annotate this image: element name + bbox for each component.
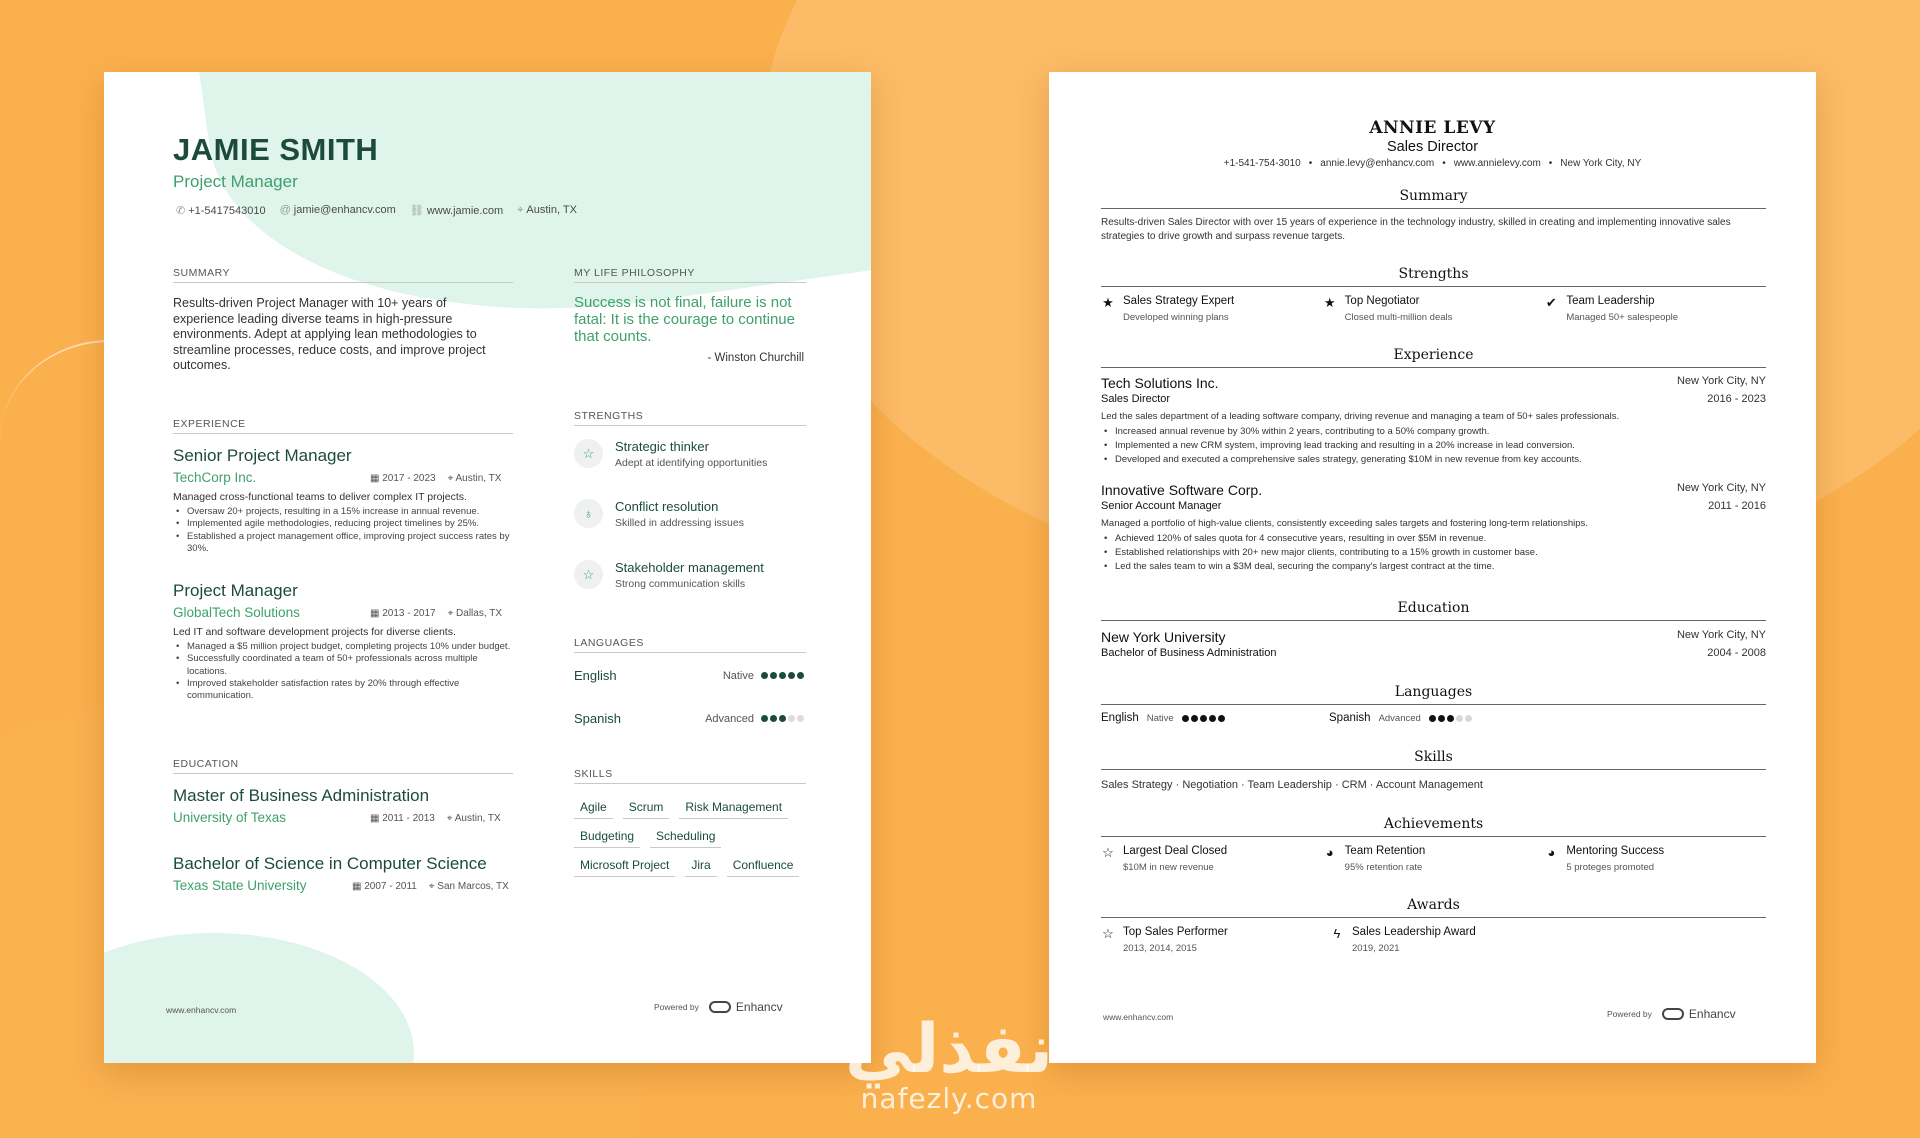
awards-list xyxy=(1101,926,1766,954)
location-icon: ⌖ xyxy=(447,473,456,484)
contact-website: www.annielevy.com xyxy=(1453,158,1541,169)
resume-name: JAMIE SMITH xyxy=(173,132,379,167)
strength-desc: Skilled in addressing issues xyxy=(615,517,744,529)
section-heading-summary: Summary xyxy=(1101,188,1766,209)
rating-dot xyxy=(779,672,786,679)
footer-powered: Powered by Enhancv xyxy=(1607,1007,1736,1021)
section-heading-education: Education xyxy=(1101,600,1766,621)
strength-item xyxy=(574,499,744,529)
contact-location: ⌖ Austin, TX xyxy=(517,204,577,216)
rating-dot xyxy=(1200,715,1207,722)
award-item: ϟ Sales Leadership Award 2019, 2021 xyxy=(1330,926,1559,954)
enhancv-logo-icon xyxy=(1662,1008,1684,1020)
job-company: Innovative Software Corp. xyxy=(1101,482,1263,498)
contact-website: ⛓ www.jamie.com xyxy=(409,205,504,217)
education-entry xyxy=(1101,629,1766,659)
list-item: • Established relationships with 20+ new major clients, contributing to a 15% growth in customer base. xyxy=(1101,546,1766,560)
language-level: Native xyxy=(1146,712,1174,724)
education-meta: ▦ 2011 - 2013 ⌖ Austin, TX xyxy=(370,813,501,824)
rating-dot xyxy=(1182,715,1189,722)
job-title: Project Manager xyxy=(173,581,298,600)
language-level: Advanced xyxy=(1378,712,1421,724)
phone-icon: ✆ xyxy=(176,205,186,217)
job-bullets xyxy=(1101,532,1766,574)
achievement-item: ☆ Largest Deal Closed $10M in new revenue xyxy=(1102,845,1228,873)
star-icon: ☆ xyxy=(574,439,603,468)
list-item: • Oversaw 20+ projects, resulting in a 15% increase in annual revenue. xyxy=(173,506,513,518)
footer-url: www.enhancv.com xyxy=(166,1005,237,1015)
job-description: Managed a portfolio of high-value clients, consistently exceeding sales targets and fostering long-term relationships. xyxy=(1101,518,1588,529)
calendar-icon: ▦ xyxy=(370,473,383,484)
contact-row xyxy=(176,204,577,217)
list-item: • Established a project management office, improving project success rates by 30%. xyxy=(173,531,513,556)
list-item: • Successfully coordinated a team of 50+ professionals across multiple locations. xyxy=(173,653,513,678)
list-item: • Developed and executed a comprehensive sales strategy, generating $10M in new revenue from key accounts. xyxy=(1101,453,1766,467)
strengths-list xyxy=(1101,295,1766,323)
rating-dots xyxy=(1429,715,1472,722)
rating-dot xyxy=(788,672,795,679)
rating-dot xyxy=(1456,715,1463,722)
language-name: English xyxy=(1101,712,1139,724)
section-heading-languages: Languages xyxy=(1101,684,1766,705)
contact-email: annie.levy@enhancv.com xyxy=(1320,158,1435,169)
star-outline-icon: ☆ xyxy=(1102,845,1114,860)
summary-text: Results-driven Sales Director with over 15 years of experience in the technology industry, skilled in creating and implementing innovative sales strategies to drive growth and surpass revenue targets. xyxy=(1101,217,1731,242)
contact-phone: ✆ +1-5417543010 xyxy=(176,205,266,217)
list-item: • Increased annual revenue by 30% within 2 years, contributing to a 50% company growth. xyxy=(1101,425,1766,439)
brand-name: Enhancv xyxy=(735,1000,783,1014)
job-company: Tech Solutions Inc. xyxy=(1101,375,1219,391)
job-role: Senior Account Manager xyxy=(1101,500,1222,512)
at-icon: @ xyxy=(279,204,291,216)
achievement-item: ◕ Mentoring Success 5 proteges promoted xyxy=(1544,845,1766,873)
calendar-icon: ▦ xyxy=(352,881,365,892)
list-item: • Implemented a new CRM system, improving lead tracking and resulting in a 20% increase in lead conversion. xyxy=(1101,439,1766,453)
language-item xyxy=(574,711,804,726)
job-role: Sales Director xyxy=(1101,393,1171,405)
star-outline-icon: ☆ xyxy=(1102,926,1114,941)
job-dates: 2016 - 2023 xyxy=(1707,393,1766,405)
school-name: New York University xyxy=(1101,629,1226,645)
decorative-wave xyxy=(104,933,414,1063)
section-heading-languages: LANGUAGES xyxy=(574,637,806,653)
strength-item: ✔ Team Leadership Managed 50+ salespeople xyxy=(1545,295,1679,323)
rating-dot xyxy=(779,715,786,722)
check-icon: ✔ xyxy=(1545,295,1557,310)
achievements-list xyxy=(1101,845,1766,873)
job-bullets xyxy=(173,506,513,555)
rating-dot xyxy=(770,715,777,722)
strength-title: Conflict resolution xyxy=(615,499,719,514)
skill-tag: Jira xyxy=(685,858,716,877)
contact-row: +1-541-754-3010 • annie.levy@enhancv.com • www.annielevy.com • New York City, NY xyxy=(1223,158,1642,169)
skill-tag: Scheduling xyxy=(650,829,721,848)
award-item: ☆ Top Sales Performer 2013, 2014, 2015 xyxy=(1102,926,1228,954)
philosophy-quote: Success is not final, failure is not fatal: It is the courage to continue that counts. xyxy=(574,294,795,345)
watermark-arabic: نفذلي xyxy=(845,1010,1054,1089)
location-icon: ⌖ xyxy=(517,204,524,216)
job-bullets xyxy=(173,641,513,702)
award-icon: ♁ xyxy=(574,499,603,528)
job-title: Senior Project Manager xyxy=(173,446,352,465)
language-item xyxy=(1329,712,1472,724)
resume-template-jamie-smith[interactable] xyxy=(104,72,871,1063)
calendar-icon: ▦ xyxy=(370,813,383,824)
enhancv-logo-icon xyxy=(709,1001,731,1013)
education-dates: 2004 - 2008 xyxy=(1707,647,1766,659)
strength-desc: Strong communication skills xyxy=(615,578,746,590)
skill-tag: Microsoft Project xyxy=(574,858,675,877)
list-item: • Achieved 120% of sales quota for 4 consecutive years, resulting in over $5M in revenue. xyxy=(1101,532,1766,546)
section-heading-strengths: Strengths xyxy=(1101,266,1766,287)
section-heading-skills: SKILLS xyxy=(574,768,806,784)
list-item: • Improved stakeholder satisfaction rates by 20% through effective communication. xyxy=(173,678,513,703)
nafezly-watermark xyxy=(845,1010,1054,1115)
rating-dot xyxy=(770,672,777,679)
rating-dot xyxy=(797,715,804,722)
language-item xyxy=(1101,712,1225,724)
star-icon: ☆ xyxy=(574,560,603,589)
language-level: Native xyxy=(722,669,754,682)
section-heading-philosophy: MY LIFE PHILOSOPHY xyxy=(574,267,806,283)
skill-tag: Risk Management xyxy=(679,800,788,819)
quote-author: - Winston Churchill xyxy=(707,352,804,364)
achievement-item: ◕ Team Retention 95% retention rate xyxy=(1323,845,1545,873)
rating-dot xyxy=(761,715,768,722)
rating-dots xyxy=(1182,715,1225,722)
brand-name: Enhancv xyxy=(1688,1007,1736,1021)
star-filled-icon: ★ xyxy=(1323,295,1336,310)
resume-template-annie-levy[interactable] xyxy=(1049,72,1816,1063)
contact-location: New York City, NY xyxy=(1560,158,1642,169)
resume-title: Project Manager xyxy=(173,172,298,191)
rating-dot xyxy=(1429,715,1436,722)
school-name: Texas State University xyxy=(173,878,307,893)
skill-tag: Agile xyxy=(574,800,613,819)
footer-url: www.enhancv.com xyxy=(1103,1012,1174,1022)
location-icon: ⌖ xyxy=(428,881,438,892)
section-heading-awards: Awards xyxy=(1101,897,1766,918)
rating-dots xyxy=(761,715,804,722)
location-icon: ⌖ xyxy=(447,608,457,619)
calendar-icon: ▦ xyxy=(370,608,383,619)
list-item: • Implemented agile methodologies, reducing project timelines by 25%. xyxy=(173,518,513,530)
skills-line: Sales Strategy · Negotiation · Team Leadership · CRM · Account Management xyxy=(1101,779,1483,791)
job-company: GlobalTech Solutions xyxy=(173,605,300,620)
job-dates: 2011 - 2016 xyxy=(1708,500,1766,512)
degree-title: Master of Business Administration xyxy=(173,786,430,805)
summary-text: Results-driven Project Manager with 10+ years of experience leading diverse teams in high-pressure environments. Adept at applying lean methodologies to streamline processes, reduce costs, and improve project outcomes. xyxy=(173,296,486,373)
language-item xyxy=(574,668,804,683)
star-filled-icon: ★ xyxy=(1102,295,1114,310)
strength-item xyxy=(574,560,764,590)
job-meta: ▦ 2013 - 2017 ⌖ Dallas, TX xyxy=(370,608,502,619)
footer-powered: Powered by Enhancv xyxy=(654,1000,783,1014)
brain-icon: ◕ xyxy=(1547,845,1556,860)
education-meta: ▦ 2007 - 2011 ⌖ San Marcos, TX xyxy=(352,881,509,892)
rating-dot xyxy=(788,715,795,722)
resume-name: ANNIE LEVY xyxy=(1369,118,1496,138)
degree-title: Bachelor of Business Administration xyxy=(1101,647,1277,659)
rating-dot xyxy=(1218,715,1225,722)
list-item: • Led the sales team to win a $3M deal, securing the company's largest contract at the time. xyxy=(1101,560,1766,574)
section-heading-experience: Experience xyxy=(1101,347,1766,368)
job-company: TechCorp Inc. xyxy=(173,470,257,485)
strength-item xyxy=(574,439,767,469)
strength-title: Strategic thinker xyxy=(615,439,709,454)
brain-icon: ◕ xyxy=(1325,845,1334,860)
bolt-icon: ϟ xyxy=(1333,926,1341,941)
skill-tag: Confluence xyxy=(727,858,800,877)
strength-desc: Adept at identifying opportunities xyxy=(615,457,768,469)
section-heading-education: EDUCATION xyxy=(173,758,513,774)
contact-phone: +1-541-754-3010 xyxy=(1223,158,1301,169)
skill-tag: Scrum xyxy=(623,800,670,819)
section-heading-experience: EXPERIENCE xyxy=(173,418,513,434)
skill-tag: Budgeting xyxy=(574,829,640,848)
resume-title: Sales Director xyxy=(1386,139,1479,155)
skills-list xyxy=(574,800,814,877)
strength-item: ★ Sales Strategy Expert Developed winning plans xyxy=(1102,295,1235,323)
job-entry xyxy=(1101,482,1766,574)
watermark-latin: nafezly.com xyxy=(860,1082,1038,1115)
job-entry xyxy=(1101,375,1766,467)
section-heading-achievements: Achievements xyxy=(1101,816,1766,837)
job-description: Led IT and software development projects for diverse clients. xyxy=(173,626,456,638)
section-heading-summary: SUMMARY xyxy=(173,267,513,283)
job-description: Managed cross-functional teams to deliver complex IT projects. xyxy=(173,491,467,503)
strength-title: Stakeholder management xyxy=(615,560,764,575)
school-location: New York City, NY xyxy=(1676,629,1766,641)
contact-email: @ jamie@enhancv.com xyxy=(279,204,396,216)
language-name: Spanish xyxy=(574,711,621,726)
job-location: New York City, NY xyxy=(1676,375,1766,387)
rating-dot xyxy=(1447,715,1454,722)
section-heading-skills: Skills xyxy=(1101,749,1766,770)
rating-dot xyxy=(1209,715,1216,722)
strength-item: ★ Top Negotiator Closed multi-million deals xyxy=(1323,295,1453,323)
job-location: New York City, NY xyxy=(1676,482,1766,494)
link-icon: ⛓ xyxy=(409,205,424,217)
list-item: • Managed a $5 million project budget, completing projects 10% under budget. xyxy=(173,641,513,653)
degree-title: Bachelor of Science in Computer Science xyxy=(173,854,487,873)
location-icon: ⌖ xyxy=(446,813,455,824)
rating-dot xyxy=(1465,715,1472,722)
language-name: English xyxy=(574,668,617,683)
section-heading-strengths: STRENGTHS xyxy=(574,410,806,426)
language-name: Spanish xyxy=(1329,712,1371,724)
rating-dot xyxy=(1438,715,1445,722)
job-bullets xyxy=(1101,425,1766,467)
school-name: University of Texas xyxy=(173,810,287,825)
language-level: Advanced xyxy=(705,712,754,725)
rating-dots xyxy=(761,672,804,679)
job-meta: ▦ 2017 - 2023 ⌖ Austin, TX xyxy=(370,473,502,484)
rating-dot xyxy=(797,672,804,679)
job-description: Led the sales department of a leading software company, driving revenue and managing a team of 50+ sales professionals. xyxy=(1101,411,1620,422)
rating-dot xyxy=(1191,715,1198,722)
rating-dot xyxy=(761,672,768,679)
